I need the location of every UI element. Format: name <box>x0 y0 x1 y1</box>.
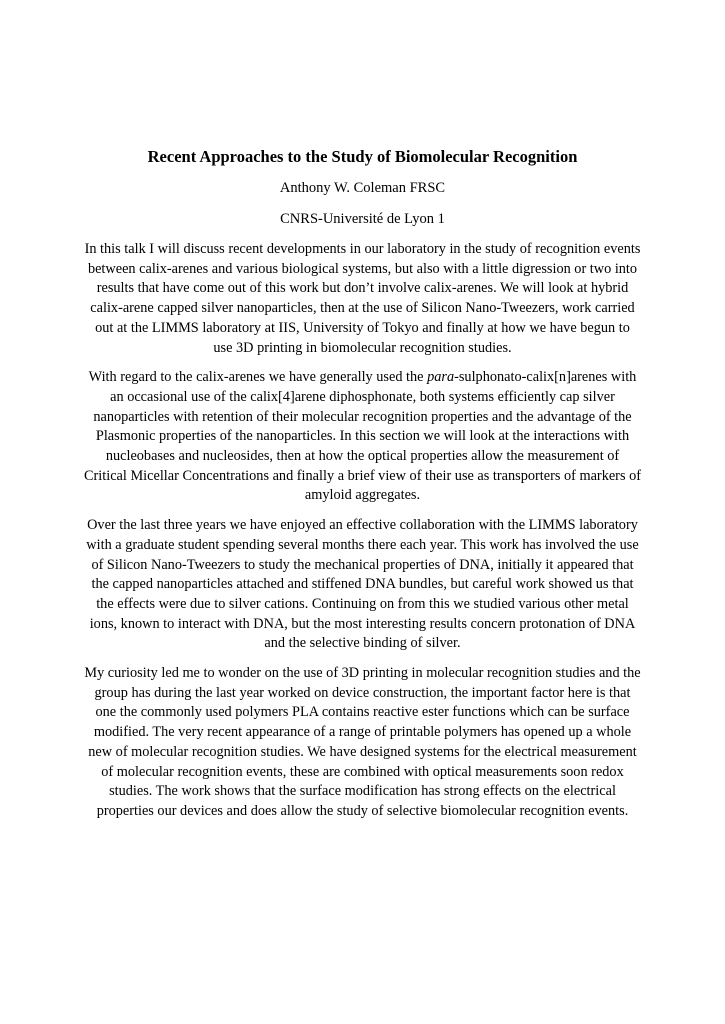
author-affiliation: CNRS-Université de Lyon 1 <box>280 211 445 227</box>
paragraph-3: Over the last three years we have enjoyed an effective collaboration with the LIMMS laboratory with a graduate student spending several months there each year. This work has involved the use of Silicon Nano-Tweezers to study the mechanical properties of DNA, initially it appeared that the capped nanoparticles attached and stiffened DNA bundles, but careful work showed us that the effects were due to silver cations. Continuing on from this we studied various other metal ions, known to interact with DNA, but the most interesting results concern protonation of DNA and the selective binding of silver. <box>86 517 639 652</box>
paragraph-2-italic-para: para <box>427 369 455 386</box>
paragraph-2-part-1: With regard to the calix-arenes we have generally used the <box>88 369 428 386</box>
abstract-body <box>84 147 641 832</box>
paragraph-1: In this talk I will discuss recent developments in our laboratory in the study of recognition events between calix-arenes and various biological systems, but also with a little digression or two into results that have come out of this work but don’t involve calix-arenes. We will look at hybrid calix-arene capped silver nanoparticles, then at the use of Silicon Nano-Tweezers, work carried out at the LIMMS laboratory at IIS, University of Tokyo and finally at how we have begun to use 3D printing in biomolecular recognition studies. <box>84 241 641 356</box>
author-name: Anthony W. Coleman FRSC <box>279 180 446 196</box>
paragraph-4: My curiosity led me to wonder on the use of 3D printing in molecular recognition studies and the group has during the last year worked on device construction, the important factor here is that one the commonly used polymers PLA contains reactive ester functions which can be surface modified. The very recent appearance of a range of printable polymers has opened up a whole new of molecular recognition studies. We have designed systems for the electrical measurement of molecular recognition events, these are combined with optical measurements soon redox studies. The work shows that the surface modification has strong effects on the electrical properties our devices and does allow the study of selective biomolecular recognition events. <box>84 665 641 819</box>
document-title: Recent Approaches to the Study of Biomolecular Recognition <box>147 147 578 166</box>
paragraph-2 <box>84 368 641 506</box>
paragraph-2-part-2: -sulphonato-calix[n]arenes with an occasional use of the calix[4]arene diphosphonate, both systems efficiently cap silver nanoparticles with retention of their molecular recognition properties and the advantage of the Plasmonic properties of the nanoparticles. In this section we will look at the interactions with nucleobases and nucleosides, then at how the optical properties allow the measurement of Critical Micellar Concentrations and finally a brief view of their use as transporters of markers of amyloid aggregates. <box>84 369 641 504</box>
